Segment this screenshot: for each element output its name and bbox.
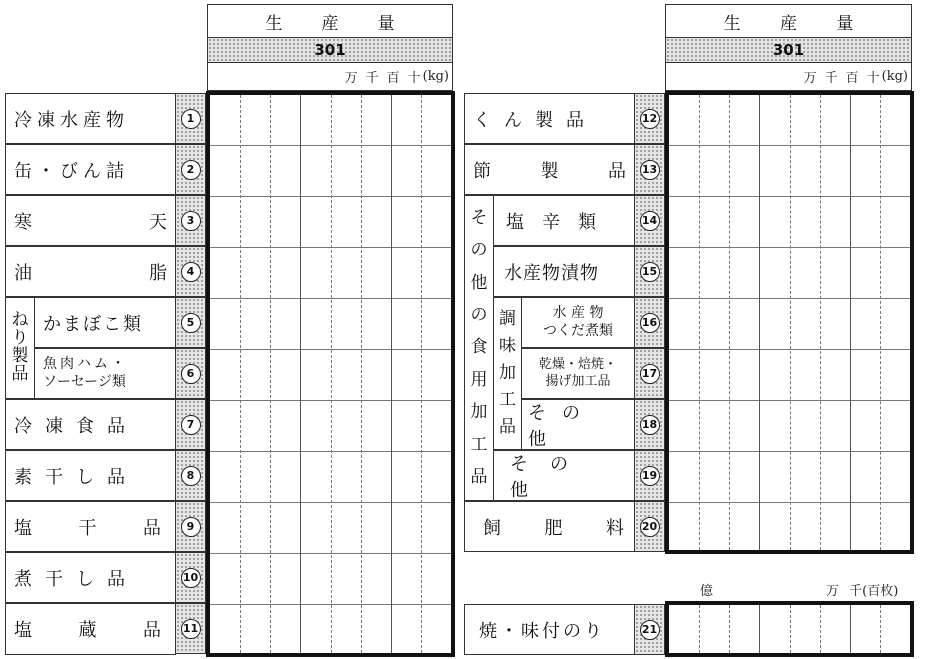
circled-number: 7 — [181, 415, 201, 435]
group-char: ね — [11, 310, 29, 331]
row-label-text: 魚肉ハム・ — [43, 356, 128, 372]
circled-number: 17 — [640, 364, 660, 384]
row-number-1 — [176, 93, 206, 144]
row-label-20 — [464, 501, 635, 552]
row-number-5 — [176, 297, 206, 348]
grid-column-divider — [729, 605, 730, 653]
row-number-11 — [176, 603, 206, 654]
other-food-group-label — [464, 195, 494, 501]
row-label-text: 水産物漬物 — [504, 262, 599, 284]
row-label-text: 塩 — [14, 517, 32, 539]
row-number-4 — [176, 246, 206, 297]
row-label-text: 揚げ加工品 — [545, 373, 611, 389]
right-code — [665, 38, 912, 63]
circled-number: 14 — [640, 211, 660, 231]
row-number-21 — [635, 604, 665, 655]
row-number-8 — [176, 450, 206, 501]
unit-label: 十 — [866, 71, 880, 86]
row-label-12 — [464, 93, 635, 144]
row-label-text: 飼 — [483, 517, 501, 539]
row-number-9 — [176, 501, 206, 552]
row-number-16 — [635, 297, 665, 348]
circled-number: 3 — [181, 211, 201, 231]
unit-label: 百 — [386, 71, 400, 86]
right-header-char: 生 — [723, 13, 741, 34]
row-label-text: 品 — [143, 620, 161, 641]
row-label-text: その他 — [510, 453, 590, 501]
row-label-17 — [522, 348, 635, 399]
row-label-text: 天 — [149, 211, 167, 233]
group-char: り — [11, 328, 29, 349]
circled-number: 11 — [181, 619, 201, 639]
circled-number: 16 — [640, 313, 660, 333]
row-number-3 — [176, 195, 206, 246]
group-char: 加 — [470, 402, 488, 423]
right-entry-grid[interactable] — [665, 91, 914, 554]
unit-label: 千 — [365, 71, 379, 86]
row-label-6 — [35, 348, 176, 399]
right-code-text: 301 — [772, 41, 805, 59]
group-char: 品 — [499, 417, 516, 437]
row-number-13 — [635, 144, 665, 195]
row-number-12 — [635, 93, 665, 144]
group-char: 工 — [470, 434, 488, 455]
grid-column-divider — [729, 95, 730, 550]
right-units — [665, 63, 912, 91]
left-header-char: 量 — [377, 13, 395, 34]
unit-label: 万 — [803, 71, 817, 86]
row-label-text: かまぼこ類 — [43, 313, 143, 335]
grid-column-divider — [391, 95, 392, 653]
row-label-text: 料 — [606, 517, 624, 539]
unit-label: (百枚) — [862, 584, 899, 599]
unit-label: 億 — [700, 584, 714, 599]
group-char: 他 — [470, 272, 488, 293]
group-char: 用 — [470, 369, 488, 390]
group-char: の — [470, 305, 488, 326]
circled-number: 21 — [640, 620, 660, 640]
row-label-text: 冷凍水産物 — [14, 109, 129, 131]
row-label-4 — [5, 246, 176, 297]
nori-entry-grid[interactable] — [665, 601, 914, 657]
row-number-18 — [635, 399, 665, 450]
circled-number: 6 — [181, 364, 201, 384]
neri-group-label — [5, 297, 35, 399]
row-label-2 — [5, 144, 176, 195]
group-char: 製 — [11, 346, 29, 366]
grid-column-divider — [361, 95, 362, 653]
unit-label: 百 — [845, 71, 859, 86]
grid-column-divider — [880, 605, 881, 653]
right-header-char: 量 — [836, 13, 854, 34]
circled-number: 2 — [181, 160, 201, 180]
row-label-text: 水 産 物 — [552, 305, 604, 321]
row-label-text: 肥 — [544, 517, 563, 539]
grid-column-divider — [699, 605, 700, 653]
row-label-text: 品 — [143, 517, 161, 539]
left-units — [207, 63, 453, 91]
row-label-21 — [464, 604, 635, 655]
unit-label: 千 — [849, 584, 863, 599]
row-number-6 — [176, 348, 206, 399]
circled-number: 5 — [181, 313, 201, 333]
grid-column-divider — [421, 95, 422, 653]
grid-column-divider — [790, 95, 791, 550]
group-char: の — [470, 240, 488, 261]
unit-label: (kg) — [881, 69, 908, 84]
group-char: 食 — [470, 337, 488, 358]
grid-column-divider — [759, 605, 760, 653]
row-label-text: その他 — [528, 402, 596, 450]
row-label-text: 塩辛類 — [506, 211, 614, 233]
circled-number: 20 — [640, 517, 660, 537]
grid-column-divider — [850, 605, 851, 653]
circled-number: 9 — [181, 517, 201, 537]
row-number-10 — [176, 552, 206, 603]
circled-number: 1 — [181, 109, 201, 129]
row-label-text: 寒 — [14, 211, 32, 233]
unit-label: 十 — [407, 71, 421, 86]
row-label-text: 脂 — [149, 262, 167, 284]
row-label-text: 缶・びん詰 — [14, 160, 129, 182]
group-char: そ — [470, 207, 488, 228]
nori-units-right — [826, 580, 941, 599]
left-header-char: 生 — [265, 13, 283, 34]
row-label-7 — [5, 399, 176, 450]
grid-column-divider — [699, 95, 700, 550]
row-label-text: 乾燥・焙焼・ — [538, 357, 617, 373]
right-header-char: 産 — [779, 13, 797, 34]
row-label-text: 焼・味付のり — [479, 620, 605, 642]
row-label-text: 素干し品 — [14, 466, 138, 488]
row-label-15 — [494, 246, 635, 297]
group-char: 調 — [499, 309, 516, 329]
grid-column-divider — [759, 95, 760, 550]
group-char: 品 — [11, 363, 29, 384]
grid-column-divider — [850, 95, 851, 550]
left-code-text: 301 — [314, 41, 346, 59]
grid-column-divider — [240, 95, 241, 653]
row-label-3 — [5, 195, 176, 246]
grid-column-divider — [880, 95, 881, 550]
row-label-18 — [522, 399, 635, 450]
row-label-16 — [522, 297, 635, 348]
grid-column-divider — [820, 95, 821, 550]
circled-number: 4 — [181, 262, 201, 282]
grid-column-divider — [331, 95, 332, 653]
row-label-text: 品 — [608, 160, 626, 182]
row-label-11 — [5, 603, 176, 655]
row-label-9 — [5, 501, 176, 552]
group-char: 味 — [499, 336, 516, 356]
circled-number: 15 — [640, 262, 660, 282]
left-entry-grid[interactable] — [206, 91, 455, 657]
row-label-text: 蔵 — [78, 620, 97, 641]
row-label-text: ソーセージ類 — [43, 373, 126, 390]
unit-label: (kg) — [422, 69, 449, 84]
grid-column-divider — [790, 605, 791, 653]
group-char: 加 — [499, 363, 516, 383]
row-number-15 — [635, 246, 665, 297]
unit-label: 万 — [826, 584, 840, 599]
circled-number: 13 — [640, 160, 660, 180]
row-label-text: くん製品 — [473, 109, 597, 131]
row-label-text: 塩 — [14, 620, 32, 641]
row-label-5 — [35, 297, 176, 348]
row-label-1 — [5, 93, 176, 144]
row-label-text: 製 — [540, 160, 559, 182]
row-label-text: 冷凍食品 — [14, 415, 138, 437]
circled-number: 12 — [640, 109, 660, 129]
row-label-text: 節 — [473, 160, 491, 182]
row-label-text: つくだ煮類 — [543, 322, 613, 339]
group-char: 品 — [470, 467, 488, 488]
row-label-text: 煮干し品 — [14, 568, 138, 590]
row-label-14 — [494, 195, 635, 246]
row-label-10 — [5, 552, 176, 603]
left-header-char: 産 — [321, 13, 339, 34]
unit-label: 万 — [344, 71, 358, 86]
unit-label: 千 — [824, 71, 838, 86]
row-number-19 — [635, 450, 665, 501]
row-label-13 — [464, 144, 635, 195]
left-code — [207, 38, 453, 63]
row-number-2 — [176, 144, 206, 195]
circled-number: 19 — [640, 466, 660, 486]
row-label-text: 干 — [78, 517, 97, 539]
seasoning-group-label — [494, 297, 522, 450]
nori-units-oku — [700, 580, 713, 599]
row-label-19 — [494, 450, 635, 501]
right-header-title — [665, 4, 912, 38]
grid-column-divider — [820, 605, 821, 653]
row-number-14 — [635, 195, 665, 246]
row-label-8 — [5, 450, 176, 501]
left-header-title — [207, 4, 453, 38]
row-number-7 — [176, 399, 206, 450]
row-number-20 — [635, 501, 665, 552]
circled-number: 10 — [181, 568, 201, 588]
circled-number: 8 — [181, 466, 201, 486]
circled-number: 18 — [640, 415, 660, 435]
grid-column-divider — [270, 95, 271, 653]
row-label-text: 油 — [14, 262, 32, 284]
grid-column-divider — [300, 95, 301, 653]
row-number-17 — [635, 348, 665, 399]
group-char: 工 — [499, 390, 516, 410]
